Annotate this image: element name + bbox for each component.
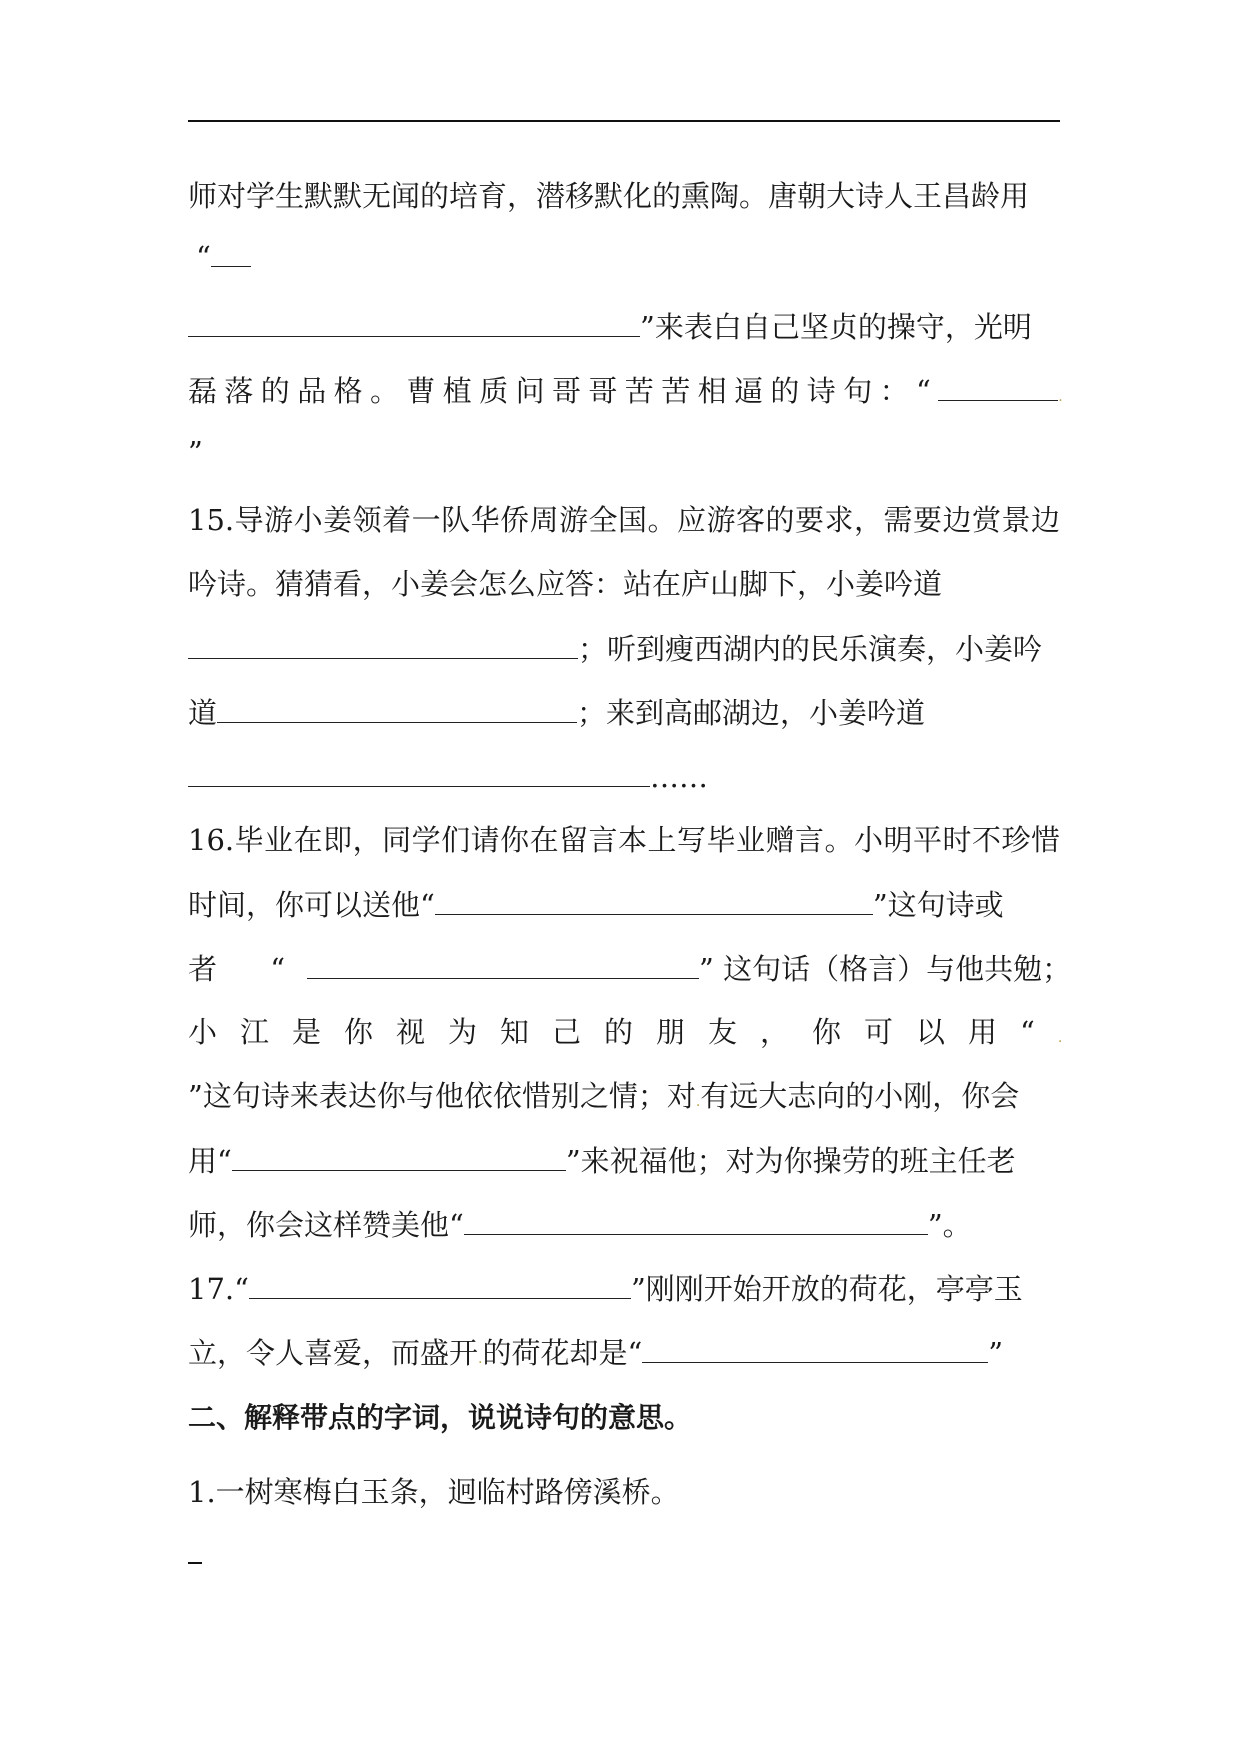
q14-text-3: ”来表白自己坚贞的操守，光明 — [640, 310, 1032, 344]
q16-text-7b: ”。 — [927, 1208, 972, 1242]
section-heading-text: 二、解释带点的字词，说说诗句的意思。 — [188, 1401, 693, 1434]
section2-item1 — [188, 1472, 1060, 1512]
q15-text-4a: 道 — [188, 696, 218, 730]
q16-text-2a: 时间，你可以送他“ — [188, 888, 435, 922]
q15-text-2: 吟诗。猜猜看，小姜会怎么应答：站在庐山脚下，小姜吟道 — [188, 567, 943, 601]
dot-mark: . — [695, 1094, 701, 1110]
q16-text-5a: ”这句诗来表达你与他依依惜别之情；对 — [188, 1079, 696, 1113]
q15-line2 — [188, 564, 1060, 604]
q15-line4 — [188, 692, 1060, 732]
q17-line1 — [188, 1268, 1060, 1308]
q15-text-4b: ；来到高邮湖边，小姜吟道 — [577, 696, 926, 730]
item1-text: 1.一树寒梅白玉条，迥临村路傍溪桥。 — [188, 1475, 680, 1509]
q16-text-4: 小江是你视为知己的朋友，你可以用“ — [188, 1015, 1058, 1049]
q16-text-5b: 有远大志向的小刚，你会 — [700, 1079, 1020, 1113]
q15-ellipsis: …… — [650, 760, 708, 794]
q17-line2 — [188, 1332, 1060, 1372]
q15-line5 — [188, 756, 1060, 796]
q16-line5 — [188, 1076, 1060, 1116]
q14-line3 — [188, 306, 1060, 346]
q17-text-2a: 立，令人喜爱，而盛开 — [188, 1336, 479, 1370]
answer-blank[interactable] — [249, 1268, 631, 1299]
header-rule — [188, 120, 1060, 122]
answer-blank[interactable] — [938, 370, 1058, 401]
q17-text-1a: 17.“ — [188, 1272, 249, 1306]
section2-heading — [188, 1398, 1060, 1438]
answer-blank[interactable] — [188, 756, 650, 787]
q14-text-1: 师对学生默默无闻的培育，潜移默化的熏陶。唐朝大诗人王昌龄用 — [188, 179, 1030, 213]
answer-blank[interactable] — [217, 692, 577, 723]
q16-text-1: 16.毕业在即，同学们请你在留言本上写毕业赠言。小明平时不珍惜 — [188, 823, 1060, 857]
q15-text-3: ；听到瘦西湖内的民乐演奏，小姜吟 — [578, 632, 1043, 666]
dot-mark: . — [1058, 389, 1071, 405]
q17-text-2c: ” — [988, 1336, 1004, 1370]
q16-text-3a: 者 “ — [188, 952, 308, 986]
q16-text-6a: 用“ — [188, 1144, 232, 1178]
answer-blank[interactable] — [188, 306, 640, 337]
q15-text-1: 15.导游小姜领着一队华侨周游全国。应游客的要求，需要边赏景边 — [188, 503, 1060, 537]
answer-blank[interactable] — [211, 236, 251, 267]
q15-line3 — [188, 628, 1060, 668]
q16-line4 — [188, 1012, 1063, 1052]
dot-mark: . — [1057, 1030, 1063, 1046]
q16-text-2b: ”这句诗或 — [872, 888, 1004, 922]
q14-line5 — [188, 432, 1060, 472]
dot-mark: . — [478, 1351, 483, 1367]
answer-blank[interactable] — [232, 1140, 566, 1171]
q16-text-3b: ” 这句话（格言）与他共勉； — [699, 952, 1072, 986]
q14-line1 — [188, 176, 1060, 216]
q16-line7 — [188, 1204, 1060, 1244]
q16-line6 — [188, 1140, 1060, 1180]
answer-blank[interactable] — [307, 948, 699, 979]
q17-text-1b: ”刚刚开始开放的荷花，亭亭玉 — [630, 1272, 1023, 1306]
q16-text-7a: 师，你会这样赞美他“ — [188, 1208, 464, 1242]
q14-open-quote: “ — [196, 240, 211, 274]
q16-line3 — [188, 948, 1072, 988]
answer-blank[interactable] — [464, 1204, 928, 1235]
q14-text-4: 磊落的品格。曹植质问哥哥苦苦相逼的诗句：“ — [188, 374, 939, 408]
answer-blank[interactable] — [188, 628, 578, 659]
q16-text-6b: ”来祝福他；对为你操劳的班主任老 — [565, 1144, 1016, 1178]
q14-line2 — [196, 236, 1068, 276]
q16-line1 — [188, 820, 1060, 860]
answer-dash — [188, 1562, 202, 1564]
answer-blank[interactable] — [435, 884, 873, 915]
q15-line1 — [188, 500, 1060, 540]
q17-text-2b: 的荷花却是“ — [482, 1336, 643, 1370]
q14-close-quote: ” — [188, 435, 203, 469]
q14-line4 — [188, 370, 1071, 410]
q16-line2 — [188, 884, 1060, 924]
answer-blank[interactable] — [642, 1332, 988, 1363]
